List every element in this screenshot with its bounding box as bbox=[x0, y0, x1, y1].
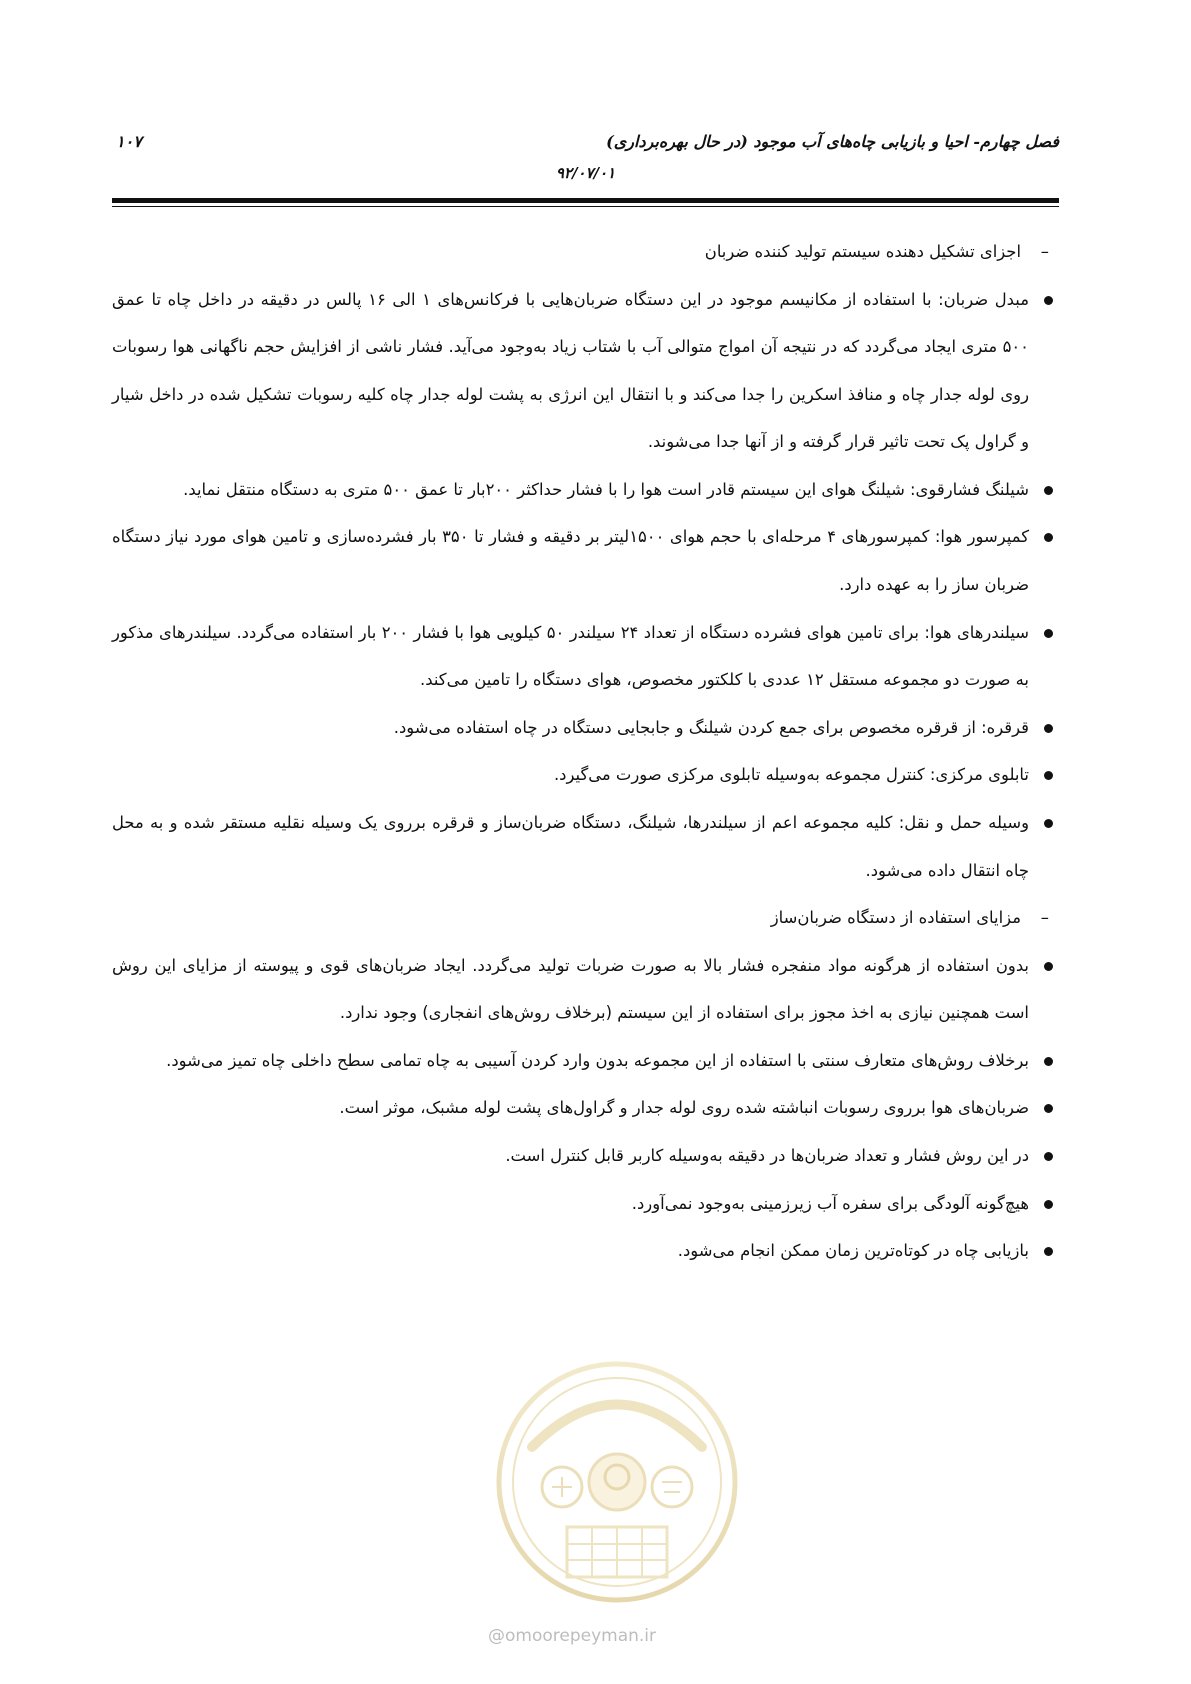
list-item bbox=[112, 466, 1059, 514]
list-item-text: بازیابی چاه در کوتاه‌ترین زمان ممکن انجام می‌شود. bbox=[677, 1241, 1029, 1261]
chapter-title: فصل چهارم- احیا و بازیابی چاه‌های آب موجود (در حال بهره‌برداری) bbox=[606, 132, 1059, 151]
list-item bbox=[112, 276, 1059, 466]
list-item-text: سیلندرهای هوا: برای تامین هوای فشرده دستگاه از تعداد ۲۴ سیلندر ۵۰ کیلویی هوا با فشار ۲۰۰ بار استفاده می‌گردد. سیلندرهای مذکور به صورت دو مجموعه مستقل ۱۲ عددی با کلکتور مخصوص، هوای دستگاه را تامین می‌کند. bbox=[112, 622, 1030, 690]
list-item bbox=[112, 1037, 1059, 1085]
list-item bbox=[112, 1132, 1059, 1180]
header-date: ۹۲/۰۷/۰۱ bbox=[555, 164, 616, 182]
bullet-icon bbox=[1044, 1104, 1053, 1113]
list-item bbox=[112, 609, 1059, 704]
components-list bbox=[112, 276, 1059, 895]
page-header bbox=[112, 128, 1059, 198]
list-item-text: ضربان‌های هوا برروی رسوبات انباشته شده روی لوله جدار و گراول‌های پشت لوله مشبک، موثر است. bbox=[339, 1098, 1029, 1118]
list-item bbox=[112, 799, 1059, 894]
bullet-icon bbox=[1044, 486, 1053, 495]
list-item-text: بدون استفاده از هرگونه مواد منفجره فشار بالا به صورت ضربات تولید می‌گردد. ایجاد ضربان‌های قوی و پیوسته از مزایای این روش است همچنین نیازی به اخذ مجوز برای استفاده از این سیستم (برخلاف روش‌های انفجاری) وجود ندارد. bbox=[112, 955, 1029, 1023]
bullet-icon bbox=[1044, 296, 1053, 305]
section-heading-text: مزایای استفاده از دستگاه ضربان‌ساز bbox=[770, 908, 1021, 928]
watermark-emblem-icon bbox=[492, 1352, 742, 1612]
list-item-text: هیچ‌گونه آلودگی برای سفره آب زیرزمینی به‌وجود نمی‌آورد. bbox=[631, 1193, 1029, 1213]
dash-marker: – bbox=[1040, 908, 1049, 928]
watermark-website: @omoorepeyman.ir bbox=[488, 1626, 657, 1646]
section-heading-text: اجزای تشکیل دهنده سیستم تولید کننده ضربان bbox=[704, 242, 1021, 261]
bullet-icon bbox=[1044, 1152, 1053, 1161]
header-rule-thick bbox=[112, 198, 1059, 203]
bullet-icon bbox=[1044, 1200, 1053, 1209]
list-item-text: تابلوی مرکزی: کنترل مجموعه به‌وسیله تابلوی مرکزی صورت می‌گیرد. bbox=[553, 765, 1029, 785]
bullet-icon bbox=[1044, 771, 1053, 780]
bullet-icon bbox=[1044, 819, 1053, 828]
bullet-icon bbox=[1044, 724, 1053, 733]
section-heading-components bbox=[112, 228, 1059, 276]
bullet-icon bbox=[1044, 962, 1053, 971]
list-item bbox=[112, 513, 1059, 608]
page-number: ۱۰۷ bbox=[116, 132, 142, 151]
page-content bbox=[112, 228, 1059, 1275]
list-item bbox=[112, 751, 1059, 799]
list-item-text: برخلاف روش‌های متعارف سنتی با استفاده از این مجموعه بدون وارد کردن آسیبی به چاه تمامی سطح داخلی چاه تمیز می‌شود. bbox=[166, 1050, 1029, 1070]
watermark-emblem-text bbox=[0, 0, 1, 1]
list-item bbox=[112, 1180, 1059, 1228]
dash-marker: – bbox=[1040, 242, 1049, 261]
bullet-icon bbox=[1044, 1247, 1053, 1256]
list-item-text: کمپرسور هوا: کمپرسورهای ۴ مرحله‌ای با حجم هوای ۱۵۰۰لیتر بر دقیقه و فشار تا ۳۵۰ بار فشرده‌سازی و تامین هوای مورد نیاز دستگاه ضربان ساز را به عهده دارد. bbox=[112, 527, 1030, 595]
list-item bbox=[112, 942, 1059, 1037]
list-item-text: شیلنگ فشارقوی: شیلنگ هوای این سیستم قادر است هوا را با فشار حداکثر ۲۰۰بار تا عمق ۵۰۰ متری به دستگاه منتقل نماید. bbox=[183, 479, 1029, 499]
list-item-text: در این روش فشار و تعداد ضربان‌ها در دقیقه به‌وسیله کاربر قابل کنترل است. bbox=[505, 1145, 1029, 1165]
section-heading-advantages bbox=[112, 894, 1059, 942]
list-item-text: وسیله حمل و نقل: کلیه مجموعه اعم از سیلندرها، شیلنگ، دستگاه ضربان‌ساز و قرقره برروی یک وسیله نقلیه مستقر شده و به محل چاه انتقال داده می‌شود. bbox=[112, 812, 1029, 880]
list-item bbox=[112, 704, 1059, 752]
list-item-text: مبدل ضربان: با استفاده از مکانیسم موجود در این دستگاه ضربان‌هایی با فرکانس‌های ۱ الی ۱۶ پالس در دقیقه در داخل چاه تا عمق ۵۰۰ متری ایجاد می‌گردد که در نتیجه آن امواج متوالی آب با شتاب زیاد به‌وجود می‌آید. فشار ناشی از افزایش حجم ناگهانی هوا رسوبات روی لوله جدار چاه و منافذ اسکرین را جدا می‌کند و با انتقال این انرژی به پشت لوله جدار چاه کلیه رسوبات تشکیل شده در داخل شیار و گراول پک تحت تاثیر قرار گرفته و از آنها جدا می‌شوند. bbox=[112, 289, 1029, 452]
bullet-icon bbox=[1044, 533, 1053, 542]
bullet-icon bbox=[1044, 629, 1053, 638]
list-item-text: قرقره: از قرقره مخصوص برای جمع کردن شیلنگ و جابجایی دستگاه در چاه استفاده می‌شود. bbox=[393, 717, 1029, 737]
advantages-list bbox=[112, 942, 1059, 1275]
list-item bbox=[112, 1084, 1059, 1132]
list-item bbox=[112, 1227, 1059, 1275]
header-rule-thin bbox=[112, 206, 1059, 207]
bullet-icon bbox=[1044, 1057, 1053, 1066]
